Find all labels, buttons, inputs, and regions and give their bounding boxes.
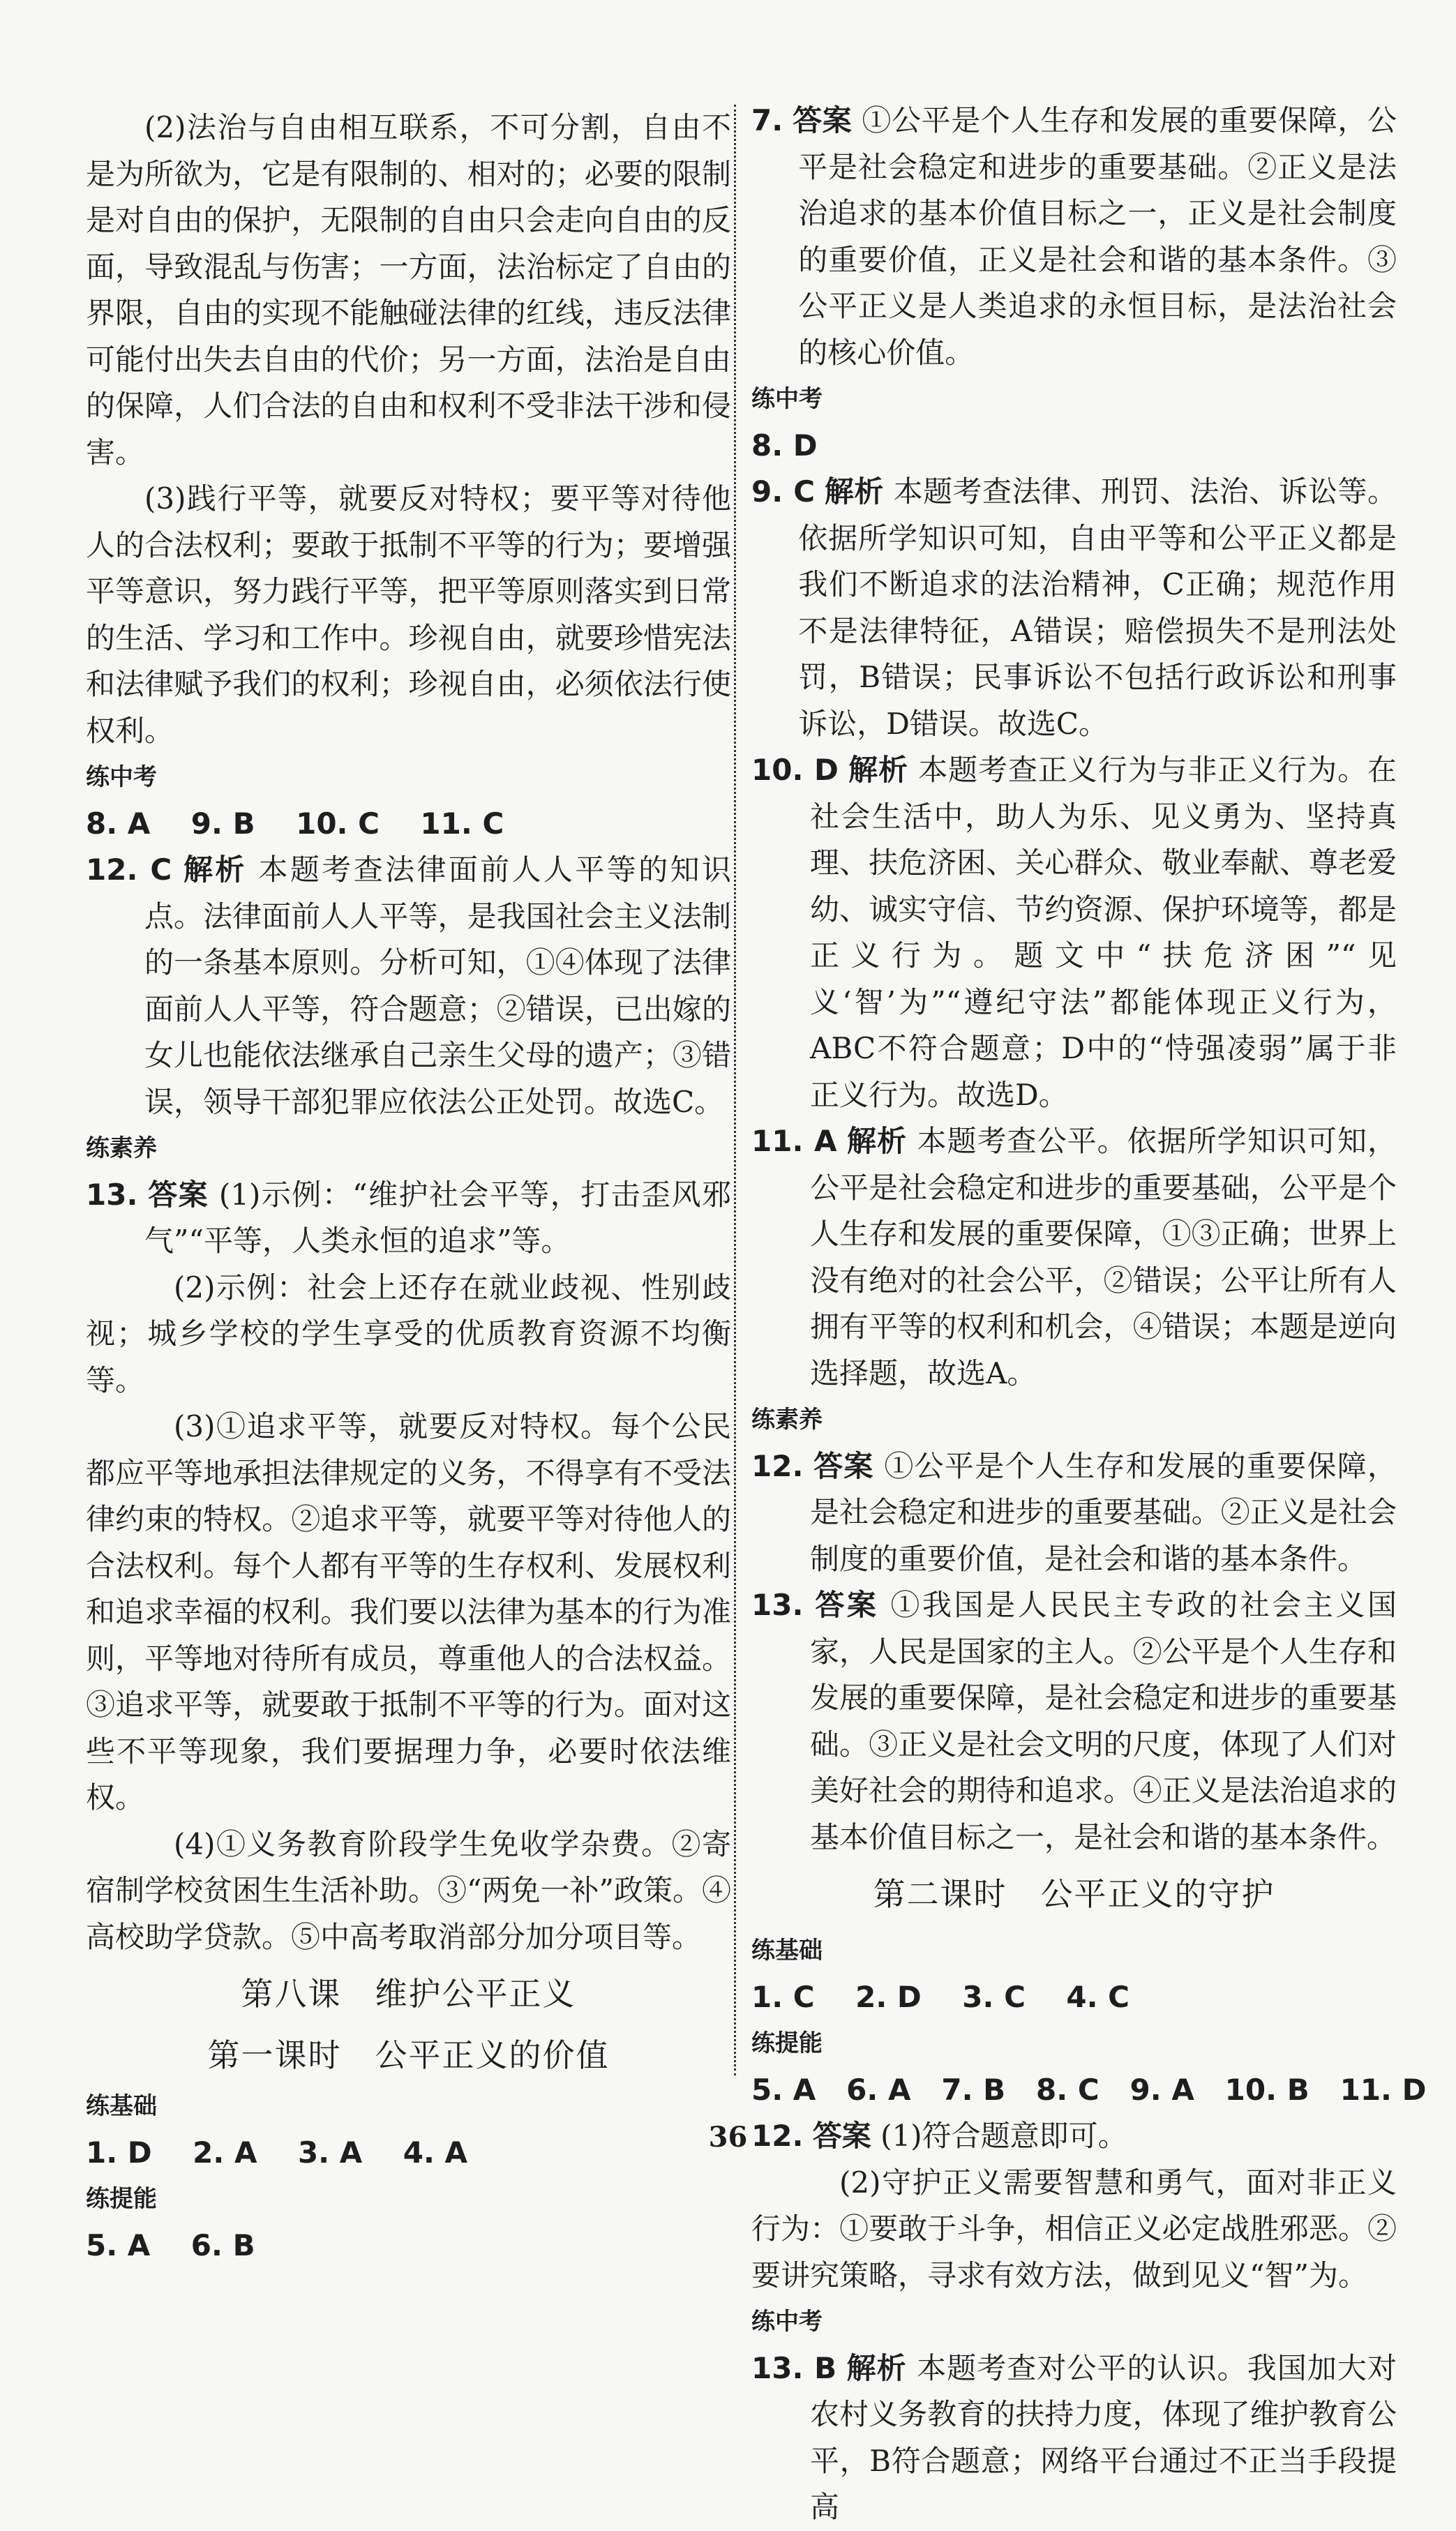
explanation-text: 本题考查正义行为与非正义行为。在社会生活中，助人为乐、见义勇为、坚持真理、扶危济困、关心群众、敬业奉献、尊老爱幼、诚实守信、节约资源、保护环境等，都是正义行为。题文中“扶危济困”“见义‘智’为”“遵纪守法”都能体现正义行为，ABC不符合题意；D中的“恃强凌弱”属于非正义行为。故选D。 [810,753,1397,1112]
question-number: 12. C [86,853,172,887]
paragraph-freedom-rule-of-law: (2)法治与自由相互联系，不可分割，自由不是为所欲为，它是有限制的、相对的；必要的限制是对自由的保护，无限制的自由只会走向自由的反面，导致混乱与伤害；一方面，法治标定了自由的界限，自由的实现不能触碰法律的红线，违反法律可能付出失去自由的代价；另一方面，法治是自由的保障，人们合法的自由和权利不受非法干涉和侵害。 [86,110,731,470]
question-10-explanation [751,747,1397,1118]
answer-part-4: (4)①义务教育阶段学生免收学杂费。②寄宿制学校贫困生生活补助。③“两免一补”政策。④高校助学贷款。⑤中高考取消部分加分项目等。 [86,1826,731,1954]
section-heading-lianjichu: 练基础 [751,1937,823,1965]
question-7-answer [751,98,1397,376]
answer-8: 8. D [751,428,818,463]
question-number: 12. [751,1448,804,1483]
answer-part-2: (2)守护正义需要智慧和勇气，面对非正义行为：①要敢于斗争，相信正义必定战胜邪恶。②要讲究策略，寻求有效方法，做到见义“智”为。 [751,2165,1397,2292]
explanation-label: 解析 [846,2350,907,2385]
section-heading-liansuyang: 练素养 [751,1406,823,1434]
question-11-explanation [751,1118,1397,1397]
question-number: 9. C [751,474,816,509]
answer-text: ①公平是个人生存和发展的重要保障，是社会稳定和进步的重要基础。②正义是社会制度的重要价值，是社会和谐的基本条件。 [810,1448,1397,1576]
answer-label: 答案 [793,103,853,137]
question-number: 12. [751,2119,804,2153]
right-column [751,98,1427,2531]
answer-part-3: (3)①追求平等，就要反对特权。每个公民都应平等地承担法律规定的义务，不得享有不受法律约束的特权。②追求平等，就要平等对待他人的合法权利。每个人都有平等的生存权利、发展权利和追求幸福的权利。我们要以法律为基本的行为准则，平等地对待所有成员，尊重他人的合法权益。③追求平等，就要敢于抵制不平等的行为。面对这些不平等现象，我们要据理力争，必要时依法维权。 [86,1409,731,1815]
page-number: 36 [708,2121,748,2154]
question-13-explanation-lesson2 [751,2345,1397,2531]
explanation-label: 解析 [848,753,908,787]
answer-text: ①公平是个人生存和发展的重要保障，公平是社会稳定和进步的重要基础。②正义是法治追求的基本价值目标之一，正义是社会制度的重要价值，正义是社会和谐的基本条件。③公平正义是人类追求的永恒目标，是法治社会的核心价值。 [798,103,1397,370]
question-13-answer [86,1172,731,1265]
explanation-label: 解析 [183,853,247,887]
explanation-text: 本题考查公平。依据所学知识可知，公平是社会稳定和进步的重要基础，公平是个人生存和发展的重要保障，①③正确；世界上没有绝对的社会公平，②错误；公平让所有人拥有平等的权利和机会，④错误；本题是逆向选择题，故选A。 [810,1124,1397,1390]
answer-part-2: (2)示例：社会上还存在就业歧视、性别歧视；城乡学校的学生享受的优质教育资源不均衡等。 [86,1270,731,1397]
section-heading-liantineng: 练提能 [86,2185,157,2213]
section-heading-liansuyang: 练素养 [86,1134,157,1162]
lesson-subtitle: 第二课时 公平正义的守护 [873,1875,1275,1913]
answer-label: 答案 [148,1177,209,1212]
answer-part-1: (1)示例：“维护社会平等，打击歪风邪气”“平等，人类永恒的追求”等。 [144,1177,731,1258]
answers-5-6: 5. A 6. B [86,2228,255,2262]
answers-8-11: 8. A 9. B 10. C 11. C [86,806,504,841]
lesson-title: 第八课 维护公平正义 [241,1975,576,2013]
section-heading-lianjichu: 练基础 [86,2092,157,2120]
section-heading-lianzhongkao: 练中考 [86,763,157,791]
answers-1-4: 1. C 2. D 3. C 4. C [751,1979,1130,2014]
paragraph-equality-practice: (3)践行平等，就要反对特权；要平等对待他人的合法权利；要敢于抵制不平等的行为；要增强平等意识，努力践行平等，把平等原则落实到日常的生活、学习和工作中。珍视自由，就要珍惜宪法和法律赋予我们的权利；珍视自由，必须依法行使权利。 [86,481,731,748]
question-13-answer [751,1582,1397,1861]
question-number: 10. D [751,753,839,787]
explanation-label: 解析 [846,1124,908,1158]
explanation-label: 解析 [824,474,884,509]
question-12-explanation [86,847,731,1125]
explanation-text: 本题考查法律、刑罚、法治、诉讼等。依据所学知识可知，自由平等和公平正义都是我们不断追求的法治精神，C正确；规范作用不是法律特征，A错误；赔偿损失不是刑法处罚，B错误；民事诉讼不包括行政诉讼和刑事诉讼，D错误。故选C。 [798,474,1397,741]
question-number: 13. B [751,2350,837,2385]
column-divider [734,105,736,2075]
section-heading-lianzhongkao: 练中考 [751,2308,823,2336]
question-12-answer [751,1443,1397,1583]
answer-label: 答案 [812,2119,871,2153]
left-column [86,105,731,2269]
question-9-explanation [751,469,1397,747]
section-heading-lianzhongkao: 练中考 [751,385,823,413]
question-number: 13. [751,1588,804,1622]
lesson-subtitle: 第一课时 公平正义的价值 [207,2036,610,2074]
answer-text: ①我国是人民民主专政的社会主义国家，人民是国家的主人。②公平是个人生存和发展的重要保障，是社会稳定和进步的重要基础。③正义是社会文明的尺度，体现了人们对美好社会的期待和追求。④正义是法治追求的基本价值目标之一，是社会和谐的基本条件。 [810,1588,1397,1854]
answer-label: 答案 [815,1588,879,1622]
answer-part-1: (1)符合题意即可。 [880,2119,1127,2153]
answers-1-4: 1. D 2. A 3. A 4. A [86,2135,468,2170]
section-heading-liantineng: 练提能 [751,2029,823,2057]
question-number: 7. [751,103,783,137]
explanation-text: 本题考查法律面前人人平等的知识点。法律面前人人平等，是我国社会主义法制的一条基本原则。分析可知，①④体现了法律面前人人平等，符合题意；②错误，已出嫁的女儿也能依法继承自己亲生父母的遗产；③错误，领导干部犯罪应依法公正处罚。故选C。 [144,853,731,1119]
answers-5-11: 5. A 6. A 7. B 8. C 9. A 10. B 11. D [751,2072,1427,2107]
answer-label: 答案 [813,1448,874,1483]
question-number: 13. [86,1177,138,1212]
question-number: 11. A [751,1124,837,1158]
explanation-text: 本题考查对公平的认识。我国加大对农村义务教育的扶持力度，体现了维护教育公平，B符合题意；网络平台通过不正当手段提高 [810,2350,1397,2524]
